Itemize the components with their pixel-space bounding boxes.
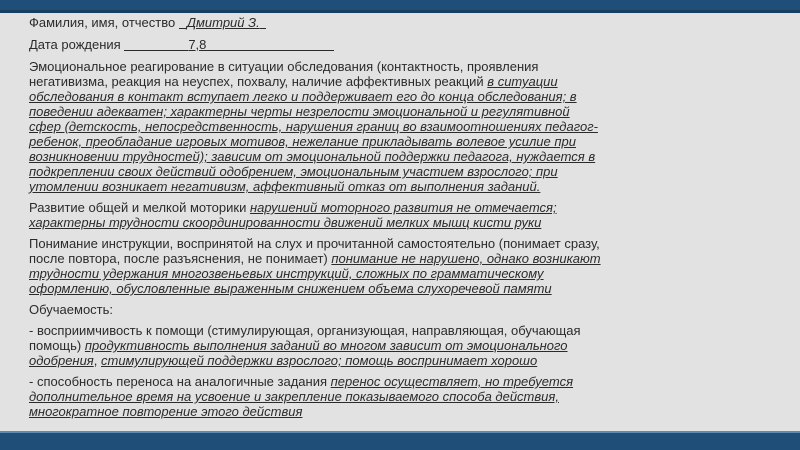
transfer-line-2: дополнительное время на усвоение и закрепление показываемого способа действия, xyxy=(29,389,559,404)
instructions-line-3: трудности удержания многозвеньевых инструкций, сложных по грамматическому xyxy=(29,266,544,281)
name-row xyxy=(29,15,737,30)
instructions-line-2-answer: понимание не нарушено, однако возникают xyxy=(331,251,601,266)
emotional-line-6: ребенок, преобладание игровых мотивов, нежелание прикладывать волевое усилие при xyxy=(29,134,576,149)
emotional-section xyxy=(29,59,737,194)
dob-value: 7,8 xyxy=(188,37,207,52)
instructions-line-2-text: после повтора, после разъяснения, не понимает) xyxy=(29,251,332,266)
help-line-1: - восприимчивость к помощи (стимулирующая, организующая, направляющая, обучающая xyxy=(29,323,581,338)
transfer-line-1-text: - способность переноса на аналогичные задания xyxy=(29,374,331,389)
motor-line-1-text: Развитие общей и мелкой моторики xyxy=(29,200,250,215)
instructions-line-4: оформлению, обусловленные выраженным снижением объема слухоречевой памяти xyxy=(29,281,552,296)
instructions-line-2 xyxy=(29,251,737,266)
emotional-line-3: обследования в контакт вступает легко и поддерживает его до конца обследования; в xyxy=(29,89,577,104)
motor-line-2: характерны трудности скоординированности движений мелких мышц кисти руки xyxy=(29,215,542,230)
top-banner-shadow xyxy=(0,10,800,13)
dob-label: Дата рождения xyxy=(29,37,125,52)
transfer-line-3: многократное повторение этого действия xyxy=(29,404,303,419)
dob-blank-right xyxy=(206,38,334,51)
dob-blank-left xyxy=(124,38,188,51)
name-label: Фамилия, имя, отчество xyxy=(29,15,179,30)
transfer-line-1 xyxy=(29,374,737,389)
emotional-line-7: возникновении трудностей); зависим от эмоциональной поддержки педагога, нуждается в xyxy=(29,149,596,164)
emotional-line-2-answer: в ситуации xyxy=(487,74,558,89)
dob-row xyxy=(29,37,737,52)
help-line-3-part-b: стимулирующей поддержки взрослого; помощь воспринимает хорошо xyxy=(100,353,538,368)
emotional-line-1: Эмоциональное реагирование в ситуации обследования (контактность, проявления xyxy=(29,59,539,74)
bottom-banner-highlight xyxy=(0,431,800,433)
learning-heading: Обучаемость: xyxy=(29,302,114,317)
transfer-section xyxy=(29,374,737,419)
document-body xyxy=(29,15,737,419)
help-line-3-part-a: одобрения xyxy=(29,353,94,368)
instructions-section xyxy=(29,236,737,296)
instructions-line-1: Понимание инструкции, воспринятой на слух и прочитанной самостоятельно (понимает сразу, xyxy=(29,236,600,251)
help-line-2-text: помощь) xyxy=(29,338,85,353)
emotional-line-2 xyxy=(29,74,737,89)
motor-section xyxy=(29,200,737,230)
motor-line-1 xyxy=(29,200,737,215)
emotional-line-2-text: негативизма, реакция на неуспех, похвалу, наличие аффективных реакций xyxy=(29,74,488,89)
emotional-line-4: поведении адекватен; характерны черты незрелости эмоциональной и регулятивной xyxy=(29,104,570,119)
emotional-line-9: утомлении возникает негативизм, аффективный отказ от выполнения заданий. xyxy=(29,179,541,194)
name-blank-right xyxy=(260,16,266,29)
name-value: Дмитрий З. xyxy=(186,15,260,30)
bottom-banner xyxy=(0,431,800,450)
help-section xyxy=(29,323,737,368)
name-blank-left xyxy=(179,16,187,29)
top-banner xyxy=(0,0,800,13)
help-line-2 xyxy=(29,338,737,353)
motor-line-1-answer: нарушений моторного развития не отмечается; xyxy=(249,200,557,215)
transfer-line-1-answer: перенос осуществляет, но требуется xyxy=(330,374,574,389)
emotional-line-8: подкреплении своих действий одобрением, эмоциональным участием взрослого; при xyxy=(29,164,558,179)
emotional-line-5: сфер (детскость, непосредственность, нарушения границ во взаимоотношениях педагог- xyxy=(29,119,598,134)
help-line-3 xyxy=(29,353,737,368)
help-line-2-answer: продуктивность выполнения заданий во многом зависит от эмоционального xyxy=(84,338,568,353)
help-line-3-sep: , xyxy=(93,353,101,368)
